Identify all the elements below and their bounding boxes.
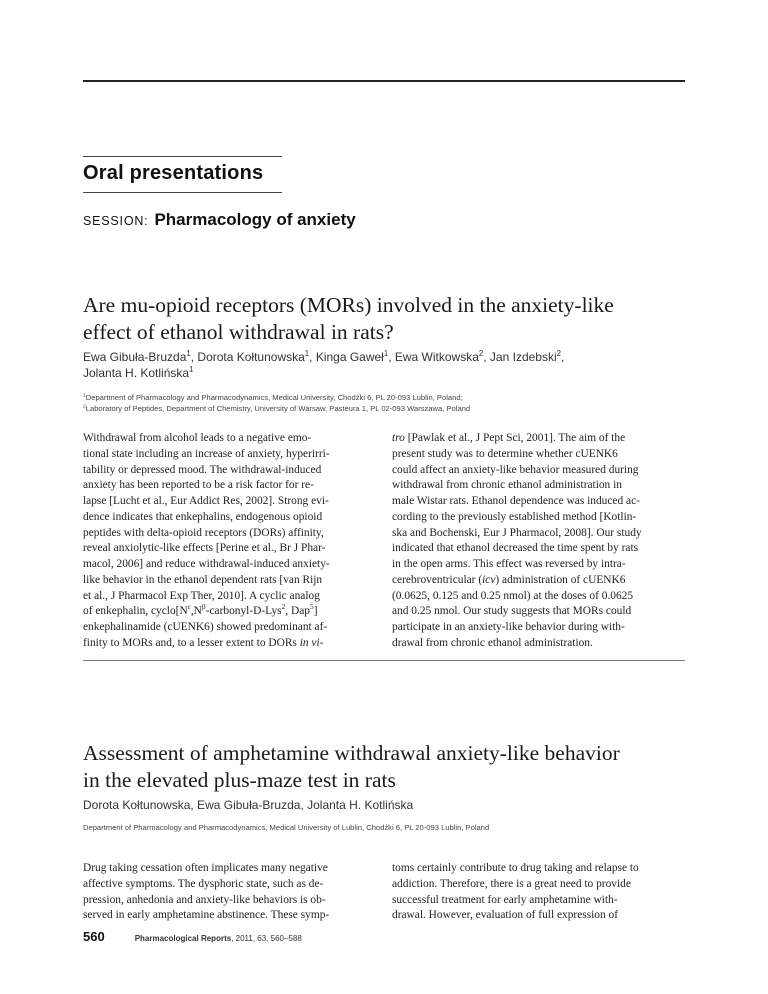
text-line xyxy=(83,636,377,652)
section-rule-bottom xyxy=(83,192,282,193)
article2-abstract-right xyxy=(392,861,686,924)
author-name: Jan Izdebski xyxy=(489,350,557,364)
superscript: β xyxy=(201,602,206,612)
text-line: Withdrawal from alcohol leads to a negative emo- xyxy=(83,432,312,444)
aff-mark: 2 xyxy=(83,404,86,410)
article2-title-line2: in the elevated plus-maze test in rats xyxy=(83,768,396,792)
session-topic: Pharmacology of anxiety xyxy=(154,210,356,229)
author-aff-mark: 2 xyxy=(478,349,484,358)
author-aff-mark: 1 xyxy=(383,349,389,358)
text-line: toms certainly contribute to drug taking and relapse to xyxy=(392,862,639,874)
article1-title-line2: effect of ethanol withdrawal in rats? xyxy=(83,320,394,344)
page-footer xyxy=(83,929,302,944)
text-line: like behavior in the ethanol dependent rats [van Rijn xyxy=(83,573,323,586)
affiliation-2: Laboratory of Peptides, Department of Chemistry, University of Warsaw, Pasteura 1, PL 02-093 Warszawa, Poland xyxy=(85,404,471,413)
article1-abstract-left xyxy=(83,431,377,652)
text-line: drawal from chronic ethanol administration. xyxy=(392,636,593,649)
author-name: Jolanta H. Kotlińska xyxy=(83,366,190,380)
superscript: 5 xyxy=(310,602,314,612)
text-line: successful treatment for early amphetamine with- xyxy=(392,893,618,906)
article1-title xyxy=(83,292,703,346)
text-run: cerebroventricular ( xyxy=(392,573,483,586)
text-line: pression, anhedonia and anxiety-like behaviors is ob- xyxy=(83,893,326,906)
text-line: addiction. Therefore, there is a great need to provide xyxy=(392,877,631,890)
text-line: macol, 2006] and reduce withdrawal-induced anxiety- xyxy=(83,558,330,570)
top-rule xyxy=(83,80,685,82)
text-line: affective symptoms. The dysphoric state, such as de- xyxy=(83,877,324,890)
author-name: Kinga Gaweł xyxy=(315,350,384,364)
article1-title-line1: Are mu-opioid receptors (MORs) involved in the anxiety-like xyxy=(83,293,614,317)
journal-citation: , 2011, 63, 560–588 xyxy=(231,934,302,943)
text-run: of enkephalin, cyclo[N xyxy=(83,605,188,618)
text-line: tability or depressed mood. The withdrawal-induced xyxy=(83,463,322,476)
text-line: enkephalinamide (cUENK6) showed predominant af- xyxy=(83,621,328,633)
article1-affiliations xyxy=(83,392,703,414)
text-run: ) administration of cUENK6 xyxy=(495,573,626,586)
text-line xyxy=(392,573,686,589)
text-line: reveal anxiolytic-like effects [Perine et al., Br J Phar- xyxy=(83,542,326,555)
article1-abstract-right xyxy=(392,431,686,652)
text-line xyxy=(392,431,686,447)
text-run: , Dap xyxy=(285,605,310,618)
text-line: peptides with delta-opioid receptors (DORs) affinity, xyxy=(83,526,324,539)
italic-run: icv xyxy=(482,573,496,586)
page-number: 560 xyxy=(83,929,105,944)
text-run: ] xyxy=(313,605,318,618)
journal-name: Pharmacological Reports xyxy=(134,934,232,943)
text-line: dence indicates that enkephalins, endogenous opioid xyxy=(83,510,323,523)
article2-abstract-left xyxy=(83,861,377,924)
text-line xyxy=(83,604,377,620)
author-name: Ewa Gibuła-Bruzda xyxy=(83,350,187,364)
article-separator xyxy=(83,660,685,661)
author-aff-mark: 2 xyxy=(556,349,561,358)
author-aff-mark: 1 xyxy=(304,349,310,358)
author-aff-mark: 1 xyxy=(186,349,191,358)
text-line: and 0.25 nmol. Our study suggests that MORs could xyxy=(392,605,632,618)
text-line: indicated that ethanol decreased the time spent by rats xyxy=(392,542,639,555)
text-run: ,N xyxy=(190,605,202,618)
text-run: -carbonyl-D-Lys xyxy=(205,605,282,618)
article2-title-line1: Assessment of amphetamine withdrawal anxiety-like behavior xyxy=(83,741,620,765)
article2-authors: Dorota Kołtunowska, Ewa Gibuła-Bruzda, Jolanta H. Kotlińska xyxy=(83,798,414,812)
text-line: (0.0625, 0.125 and 0.25 nmol) at the doses of 0.0625 xyxy=(392,589,634,602)
session-heading xyxy=(83,210,356,230)
article2-title xyxy=(83,740,703,794)
text-line: tional state including an increase of anxiety, hyperirri- xyxy=(83,447,330,460)
author-aff-mark: 1 xyxy=(189,365,194,374)
text-line: male Wistar rats. Ethanol dependence was induced ac- xyxy=(392,495,640,507)
text-line: participate in an anxiety-like behavior during with- xyxy=(392,621,625,633)
text-line: withdrawal from chronic ethanol administration in xyxy=(392,479,622,492)
author-name: Dorota Kołtunowska xyxy=(197,350,305,364)
section-rule-top xyxy=(83,156,282,157)
text-line: lapse [Lucht et al., Eur Addict Res, 2002]. Strong evi- xyxy=(83,495,329,507)
section-title: Oral presentations xyxy=(83,162,264,184)
text-line: served in early amphetamine abstinence. These symp- xyxy=(83,909,330,922)
text-line: cording to the previously established method [Kotlin- xyxy=(392,510,637,523)
session-label: SESSION: xyxy=(83,214,149,228)
article2-affiliation: Department of Pharmacology and Pharmacodynamics, Medical University of Lublin, Chodźki 6, PL 20-093 Lublin, Poland xyxy=(83,823,490,832)
italic-run: in vi- xyxy=(299,636,324,649)
article1-authors: Ewa Gibuła-Bruzda$^1$, Dorota Kołtunowska$^1$, Kinga Gaweł$^1$, Ewa Witkowska$^2$, Jan Izdebski$^2$, Jolanta H. Kotlińska$^1$ xyxy=(83,349,565,380)
text-line: anxiety has been reported to be a risk factor for re- xyxy=(83,479,314,492)
superscript: ε xyxy=(187,602,191,612)
aff-mark: 1 xyxy=(83,393,86,399)
text-line: drawal. However, evaluation of full expression of xyxy=(392,909,619,922)
superscript: 2 xyxy=(281,602,286,612)
text-line: present study was to determine whether cUENK6 xyxy=(392,447,618,460)
text-line: ska and Bochenski, Eur J Pharmacol, 2008]. Our study xyxy=(392,526,642,539)
text-line: Drug taking cessation often implicates many negative xyxy=(83,862,328,874)
text-run: finity to MORs and, to a lesser extent to DORs xyxy=(83,636,300,649)
italic-run: tro xyxy=(392,432,405,444)
text-run: [Pawlak et al., J Pept Sci, 2001]. The aim of the xyxy=(404,432,626,444)
author-name: Ewa Witkowska xyxy=(394,350,479,364)
affiliation-1: Department of Pharmacology and Pharmacodynamics, Medical University, Chodźki 6, PL 20-093 Lublin, Poland; xyxy=(85,393,463,402)
text-line: in the open arms. This effect was reversed by intra- xyxy=(392,558,626,570)
text-line: et al., J Pharmacol Exp Ther, 2010]. A cyclic analog xyxy=(83,589,320,602)
text-line: could affect an anxiety-like behavior measured during xyxy=(392,463,639,476)
